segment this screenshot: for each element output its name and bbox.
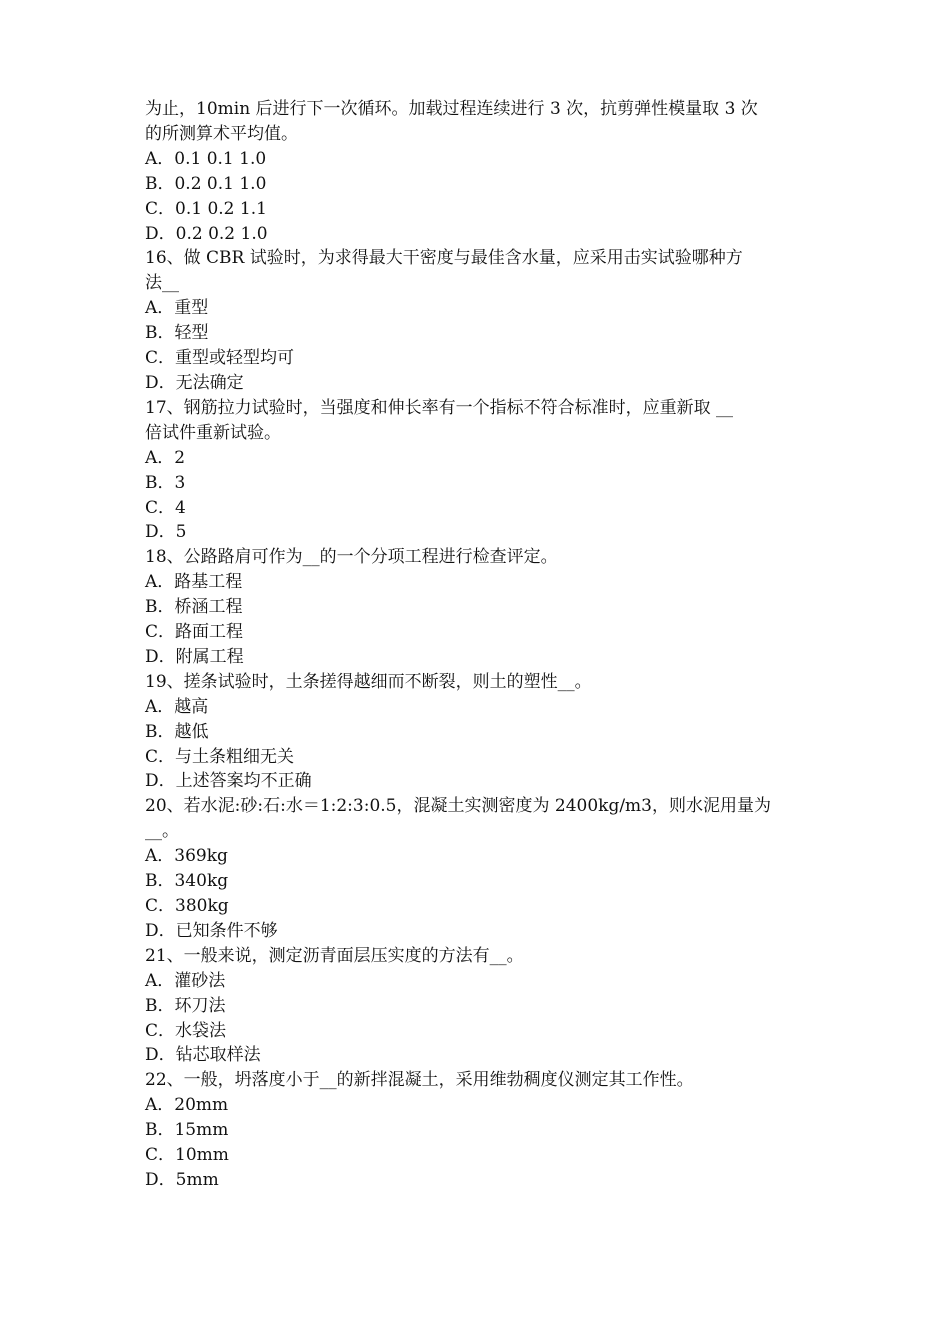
intro-block xyxy=(145,97,810,246)
option-c: C．与土条粗细无关 xyxy=(145,746,295,767)
question-text-line-1: 20、若水泥:砂:石:水＝1:2:3:0.5，混凝土实测密度为 2400kg/m3，则水泥用量为 xyxy=(145,796,771,817)
question-19 xyxy=(145,670,810,795)
option-a: A．369kg xyxy=(145,846,228,867)
option-d: D．已知条件不够 xyxy=(145,920,278,941)
option-b: B．0.2 0.1 1.0 xyxy=(145,173,267,194)
intro-text-line-2: 的所测算术平均值。 xyxy=(145,123,298,144)
question-21 xyxy=(145,944,810,1069)
option-b: B．340kg xyxy=(145,871,229,892)
option-b: B．15mm xyxy=(145,1120,229,1141)
option-d: D．5mm xyxy=(145,1169,219,1190)
option-d: D．无法确定 xyxy=(145,372,244,393)
option-b: B．环刀法 xyxy=(145,995,226,1016)
option-d: D．0.2 0.2 1.0 xyxy=(145,223,268,244)
option-c: C．0.1 0.2 1.1 xyxy=(145,198,267,219)
intro-text-line-1: 为止，10min 后进行下一次循环。加载过程连续进行 3 次，抗剪弹性模量取 3 次 xyxy=(145,99,758,119)
option-a: A．越高 xyxy=(145,696,209,717)
question-text-line-1: 18、公路路肩可作为__的一个分项工程进行检查评定。 xyxy=(145,547,558,568)
option-c: C．4 xyxy=(145,497,186,518)
option-c: C．路面工程 xyxy=(145,622,244,643)
option-d: D．钻芯取样法 xyxy=(145,1045,261,1066)
question-text-line-1: 21、一般来说，测定沥青面层压实度的方法有__。 xyxy=(145,945,524,966)
question-text-line-2: 法__ xyxy=(145,273,179,294)
question-18 xyxy=(145,545,810,670)
question-text-line-1: 22、一般，坍落度小于__的新拌混凝土，采用维勃稠度仪测定其工作性。 xyxy=(145,1070,694,1091)
option-a: A．0.1 0.1 1.0 xyxy=(145,148,267,169)
question-text-line-1: 17、钢筋拉力试验时，当强度和伸长率有一个指标不符合标准时，应重新取 __ xyxy=(145,397,734,418)
question-text-line-2: 倍试件重新试验。 xyxy=(145,422,281,443)
question-16 xyxy=(145,246,810,395)
option-d: D．5 xyxy=(145,522,187,543)
option-c: C．380kg xyxy=(145,896,229,916)
option-b: B．桥涵工程 xyxy=(145,597,243,618)
option-b: B．轻型 xyxy=(145,323,209,344)
option-a: A．2 xyxy=(145,447,186,468)
option-c: C．重型或轻型均可 xyxy=(145,348,295,369)
option-c: C．水袋法 xyxy=(145,1020,227,1041)
option-a: A．灌砂法 xyxy=(145,970,226,991)
question-text-line-1: 19、搓条试验时，土条搓得越细而不断裂，则土的塑性__。 xyxy=(145,671,592,692)
option-b: B．3 xyxy=(145,472,186,493)
option-d: D．附属工程 xyxy=(145,646,244,667)
question-text-line-2: __。 xyxy=(145,821,179,842)
option-b: B．越低 xyxy=(145,721,209,742)
question-17 xyxy=(145,396,810,545)
document-page xyxy=(145,97,810,1193)
option-a: A．路基工程 xyxy=(145,572,243,593)
option-a: A．重型 xyxy=(145,298,209,319)
question-text-line-1: 16、做 CBR 试验时，为求得最大干密度与最佳含水量，应采用击实试验哪种方 xyxy=(145,248,743,269)
option-c: C．10mm xyxy=(145,1145,229,1166)
option-a: A．20mm xyxy=(145,1095,229,1116)
question-22 xyxy=(145,1068,810,1193)
question-20 xyxy=(145,794,810,943)
option-d: D．上述答案均不正确 xyxy=(145,771,312,792)
